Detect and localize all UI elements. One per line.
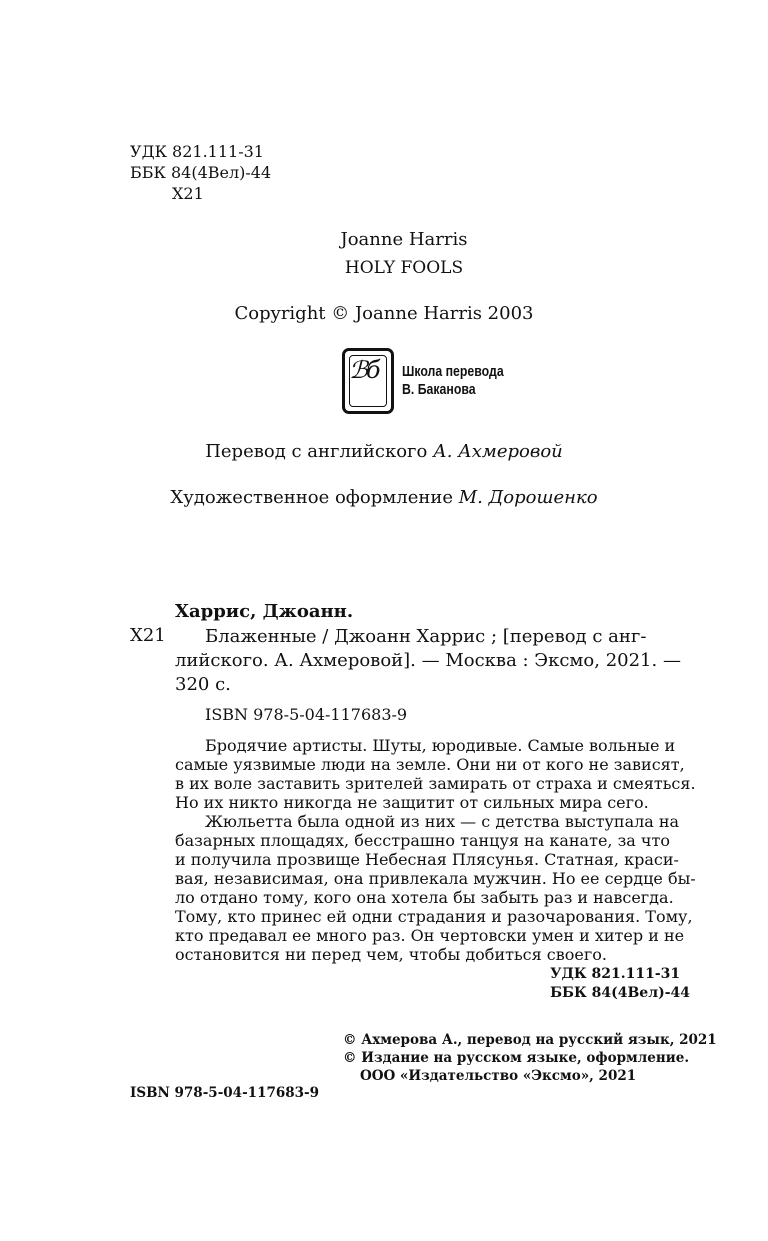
translator-name: А. Ахмеровой xyxy=(433,441,563,462)
bibliography-line: 320 с. xyxy=(175,674,231,695)
rights-line-edition: © Издание на русском языке, оформление. xyxy=(343,1050,690,1066)
logo-caption xyxy=(402,363,504,399)
translation-credit xyxy=(0,441,768,462)
footer-udk: УДК 821.111-31 xyxy=(550,966,681,982)
footer-bbk: ББК 84(4Вел)-44 xyxy=(550,985,690,1001)
bibliography-isbn: ISBN 978-5-04-117683-9 xyxy=(205,705,408,724)
annotation-line: Тому, кто принес ей одни страдания и разочарования. Тому, xyxy=(175,907,693,926)
rights-line-publisher: ООО «Издательство «Эксмо», 2021 xyxy=(360,1068,637,1084)
bibliography-author: Харрис, Джоанн. xyxy=(175,601,354,622)
logo-monogram: ℬб xyxy=(349,356,379,384)
annotation-line: вая, независимая, она привлекала мужчин. Но ее сердце бы- xyxy=(175,869,696,888)
annotation xyxy=(175,736,696,964)
annotation-line: самые уязвимые люди на земле. Они ни от кого не зависят, xyxy=(175,755,685,774)
bibliography-description xyxy=(175,625,691,697)
translation-label: Перевод с английского xyxy=(205,441,428,462)
footer-classification xyxy=(550,965,690,1003)
artist-name: М. Дорошенко xyxy=(458,487,598,508)
art-label: Художественное оформление xyxy=(170,487,453,508)
udk-code: УДК 821.111-31 xyxy=(130,142,264,161)
annotation-line: ло отдано тому, кого она хотела бы забыть раз и навсегда. xyxy=(175,888,674,907)
annotation-line: Бродячие артисты. Шуты, юродивые. Самые вольные и xyxy=(205,736,676,755)
bibliography-code: Х21 xyxy=(130,625,166,646)
bibliography-line: лийского. А. Ахмеровой]. — Москва : Эксмо, 2021. — xyxy=(175,650,681,671)
annotation-line: кто предавал ее много раз. Он чертовски умен и хитер и не xyxy=(175,926,685,945)
classification-block xyxy=(130,141,271,204)
bibliography-line: Блаженные / Джоанн Харрис ; [перевод с анг- xyxy=(205,626,647,647)
annotation-line: остановится ни перед чем, чтобы добиться своего. xyxy=(175,945,607,964)
footer-isbn: ISBN 978-5-04-117683-9 xyxy=(130,1085,320,1101)
annotation-line: и получила прозвище Небесная Плясунья. Статная, краси- xyxy=(175,850,679,869)
annotation-line: базарных площадях, бесстрашно танцуя на канате, за что xyxy=(175,831,670,850)
rights-line-translation: © Ахмерова А., перевод на русский язык, 2021 xyxy=(343,1032,717,1048)
publisher-logo-icon xyxy=(342,348,394,414)
logo-line-1: Школа перевода xyxy=(402,363,504,380)
bbk-code: ББК 84(4Вел)-44 xyxy=(130,163,272,182)
author-mark: Х21 xyxy=(172,184,204,203)
art-credit xyxy=(0,487,768,508)
logo-line-2: В. Баканова xyxy=(402,381,476,398)
annotation-line: в их воле заставить зрителей замирать от страха и смеяться. xyxy=(175,774,696,793)
rights-block xyxy=(343,1031,717,1085)
copyright-line: Copyright © Joanne Harris 2003 xyxy=(234,303,534,324)
original-author: Joanne Harris xyxy=(340,229,468,250)
original-title: HOLY FOOLS xyxy=(344,258,464,278)
annotation-line: Но их никто никогда не защитит от сильных мира сего. xyxy=(175,793,649,812)
annotation-line: Жюльетта была одной из них — с детства выступала на xyxy=(205,812,680,831)
